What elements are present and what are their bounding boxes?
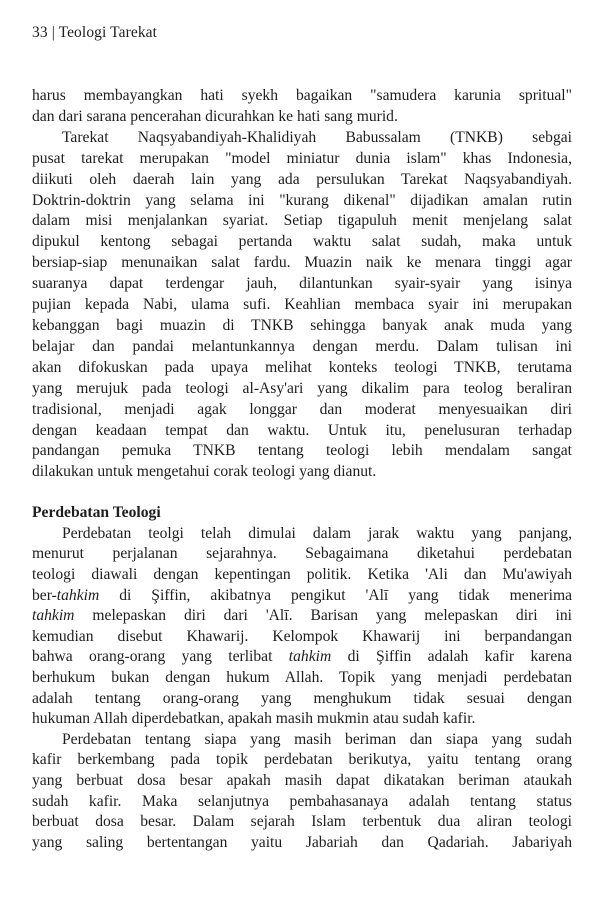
running-head	[32, 24, 157, 42]
text-run: bahwa orang-orang yang terlibat	[32, 648, 289, 666]
text-line	[32, 462, 572, 483]
text-line	[32, 750, 572, 771]
text-run: sudah kafir. Maka selanjutnya pembahasanaya adalah tentang status	[32, 792, 572, 810]
text-line	[32, 358, 572, 379]
text-line	[32, 441, 572, 462]
text-line	[32, 170, 572, 191]
text-line	[32, 606, 572, 627]
text-line	[32, 232, 572, 253]
text-line	[32, 812, 572, 833]
text-run: kafir berkembang pada topik perdebatan berikutya, yaitu tentang orang	[32, 751, 572, 769]
text-line	[32, 668, 572, 689]
text-run: dan dari sarana pencerahan dicurahkan ke hati sang murid.	[32, 107, 398, 125]
text-run: Tarekat Naqsyabandiyah-Khalidiyah Babussalam (TNKB) sebgai	[62, 128, 572, 146]
text-line	[32, 792, 572, 813]
text-run: akan difokuskan pada upaya melihat konteks teologi TNKB, terutama	[32, 358, 572, 376]
italic-term: tahkim	[32, 607, 75, 625]
paragraph	[32, 524, 572, 730]
text-line	[32, 400, 572, 421]
text-line	[32, 709, 572, 730]
text-line	[32, 421, 572, 442]
text-run: tradisional, menjadi agak longgar dan moderat menyesuaikan diri	[32, 400, 572, 418]
text-line	[32, 253, 572, 274]
text-run: hukuman Allah diperdebatkan, apakah masih mukmin atau sudah kafir.	[32, 710, 476, 728]
text-line	[32, 544, 572, 565]
text-run: pandangan pemuka TNKB tentang teologi lebih mendalam sangat	[32, 442, 572, 460]
text-run: menurut perjalanan sejarahnya. Sebagaimana diketahui perdebatan	[32, 545, 572, 563]
text-line	[32, 274, 572, 295]
text-run: diikuti oleh daerah lain yang ada persulukan Tarekat Naqsyabandiyah.	[32, 170, 572, 188]
section	[32, 503, 572, 853]
text-run: yang merujuk pada teologi al-Asy'ari yang dikalim para teolog beraliran	[32, 379, 572, 397]
text-run: ber-	[32, 586, 57, 604]
text-run: Doktrin-doktrin yang selama ini "kurang dikenal" dijadikan amalan rutin	[32, 191, 572, 209]
text-run: teologi diawali dengan kepentingan politik. Ketika 'Ali dan Mu'awiyah	[32, 566, 572, 583]
text-run: suaranya dapat terdengar jauh, dilantunkan syair-syair yang isinya	[32, 275, 572, 293]
text-line	[32, 565, 572, 586]
text-run: berbuat dosa besar. Dalam sejarah Islam terbentuk dua aliran teologi	[32, 813, 572, 831]
text-run: yang berbuat dosa besar apakah masih dapat dikatakan beriman ataukah	[32, 771, 572, 789]
text-run: adalah tentang orang-orang yang menghukum tidak sesuai dengan	[32, 689, 572, 707]
text-run: dilakukan untuk mengetahui corak teologi yang dianut.	[32, 463, 377, 481]
text-run: yang saling bertentangan yaitu Jabariah dan Qadariah. Jabariyah	[32, 833, 572, 851]
paragraph	[32, 128, 572, 483]
text-run: berhukum bukan dengan hukum Allah. Topik yang menjadi perdebatan	[32, 668, 572, 686]
text-run: Perdebatan teolgi telah dimulai dalam jarak waktu yang panjang,	[62, 524, 572, 542]
book-title: Teologi Tarekat	[58, 24, 158, 41]
separator: |	[51, 24, 55, 41]
text-line	[32, 379, 572, 400]
section	[32, 86, 572, 483]
text-line	[32, 211, 572, 232]
text-run: bersiap-siap menunaikan salat fardu. Muazin naik ke menara tinggi agar	[32, 254, 572, 272]
paragraph	[32, 730, 572, 854]
text-line	[32, 86, 572, 107]
text-line	[32, 833, 572, 854]
text-line	[32, 191, 572, 212]
italic-term: tahkim	[288, 648, 332, 666]
text-run: pujian kepada Nabi, ulama sufi. Keahlian membaca syair ini merupakan	[32, 296, 572, 314]
text-run: melepaskan diri dari 'Alī. Barisan yang melepaskan diri ini	[74, 607, 572, 625]
text-run: dalam misi menjalankan syariat. Setiap tigapuluh menit menjelang salat	[32, 212, 572, 230]
italic-term: tahkim	[56, 586, 100, 604]
text-line	[32, 524, 572, 545]
text-line	[32, 647, 572, 668]
text-line	[32, 627, 572, 648]
text-run: di Şiffin adalah kafir karena	[331, 648, 572, 666]
text-run: dengan keadaan tempat dan waktu. Untuk itu, penelusuran terhadap	[32, 421, 572, 439]
text-line	[32, 337, 572, 358]
text-run: di Şiffin, akibatnya pengikut 'Alī yang tidak menerima	[99, 586, 572, 604]
text-run: harus membayangkan hati syekh bagaikan "samudera karunia spritual"	[32, 87, 572, 104]
text-run: kemudian disebut Khawarij. Kelompok Khawarij ini berpandangan	[32, 627, 572, 645]
text-line	[32, 295, 572, 316]
text-run: dipukul kentong sebagai pertanda waktu salat sudah, maka untuk	[32, 233, 572, 251]
text-line	[32, 149, 572, 170]
text-run: Perdebatan tentang siapa yang masih beriman dan siapa yang sudah	[62, 730, 572, 748]
paragraph	[32, 86, 572, 128]
text-line	[32, 316, 572, 337]
text-line	[32, 771, 572, 792]
text-line	[32, 586, 572, 607]
body-text	[32, 86, 572, 853]
text-line	[32, 730, 572, 751]
text-line	[32, 128, 572, 149]
text-line	[32, 689, 572, 710]
section-heading: Perdebatan Teologi	[32, 504, 161, 522]
text-run: pusat tarekat merupakan "model miniatur dunia islam" khas Indonesia,	[32, 149, 572, 167]
page-number: 33	[32, 24, 48, 41]
text-run: kebanggan bagi muazin di TNKB sehingga banyak anak muda yang	[32, 316, 572, 334]
text-line	[32, 107, 572, 128]
text-run: belajar dan pandai melantunkannya dengan merdu. Dalam tulisan ini	[32, 337, 572, 355]
